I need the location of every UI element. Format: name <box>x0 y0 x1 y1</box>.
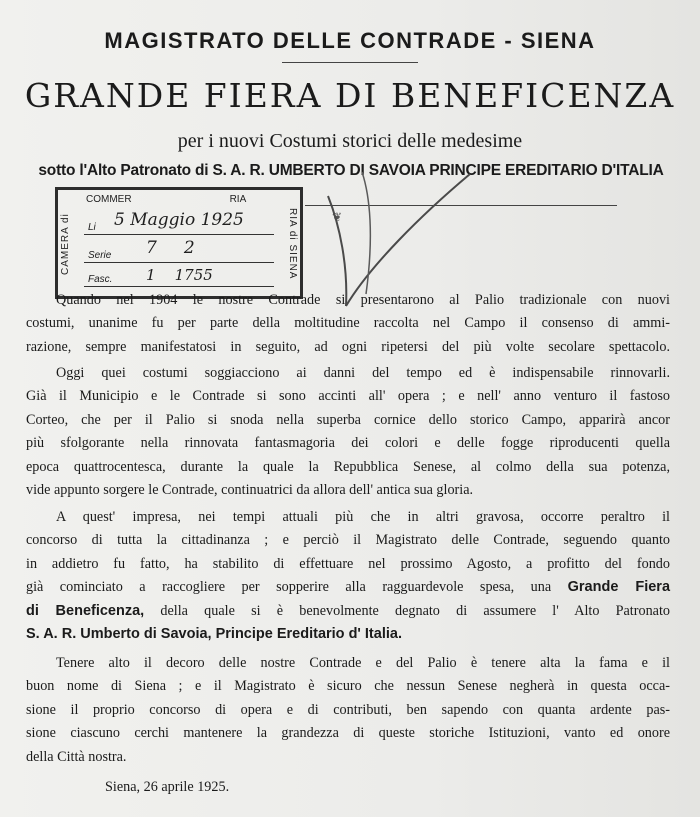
patron-emphasis: S. A. R. Umberto di Savoia, Principe Ereditario d' Italia. <box>26 625 402 642</box>
stamp-series-label: Serie <box>88 250 112 261</box>
text-line: vide appunto sorgere le Contrade, continuatrici da allora dell' antica sua gloria. <box>26 481 474 498</box>
text-line: più sfolgorante nella rinnovata fantasmagoria dei colori e delle fogge riproducenti quella <box>26 435 670 452</box>
stamp-side-right: RIA di SIENA <box>287 208 298 280</box>
text-line: Già il Municipio e le Contrade si sono accinti all' opera ; e nell' anno venturo il fastoso <box>26 388 670 405</box>
text-line <box>26 600 670 623</box>
document-date: Siena, 26 aprile 1925. <box>105 779 230 795</box>
text-line: in addietro fu fatto, ha stabilito di effettuare nel prossimo Agosto, a profitto del fondo <box>26 555 670 572</box>
patronage-line: sotto l'Alto Patronato di S. A. R. UMBERTO DI SAVOIA PRINCIPE EREDITARIO D'ITALIA <box>38 162 664 179</box>
text-fragment: già cominciato a raccogliere per sopperire alla ragguardevole spesa, una <box>26 579 552 596</box>
document-title: GRANDE FIERA DI BENEFICENZA <box>24 76 676 115</box>
document-subtitle: per i nuovi Costumi storici delle medesime <box>177 130 523 152</box>
text-line: Quando nel 1904 le nostre Contrade si presentarono al Palio tradizionale con nuovi <box>56 292 670 308</box>
text-line: costumi, unanime fu per parte della moltitudine raccolta nel Campo il consenso di ammi- <box>26 315 670 332</box>
text-line: Corteo, che per il Palio si snoda nella superba cornice dello storico Campo, apparirà ancor <box>26 411 670 428</box>
stamp-date-label: Li <box>88 222 96 233</box>
text-line: concorso di tutta la cittadinanza ; e perciò il Magistrato delle Contrade, seguendo quanto <box>26 532 670 549</box>
text-fragment: della quale si è benevolmente degnato di assumere l' Alto Patronato <box>160 602 670 619</box>
text-line: sione il proprio concorso di opera e di contributi, ben sapendo con quanta ardente pas- <box>26 701 670 718</box>
paragraph-4 <box>26 652 670 769</box>
text-line <box>26 576 670 599</box>
stamp-top-text <box>86 194 246 205</box>
stamp-side-left: CAMERA di <box>60 213 71 275</box>
stamp-rule-1 <box>84 234 274 235</box>
text-line: buon nome di Siena ; e il Magistrato è sicuro che nessun Senese negherà in questa occa- <box>26 678 670 695</box>
organization-heading: MAGISTRATO DELLE CONTRADE - SIENA <box>104 28 596 53</box>
text-line: A quest' impresa, nei tempi attuali più che in altri gravosa, occorre peraltro il <box>56 509 670 525</box>
stamp-rule-3 <box>84 286 274 287</box>
registry-stamp <box>55 187 303 299</box>
paragraph-1 <box>26 289 670 359</box>
stamp-file-label: Fasc. <box>88 274 113 285</box>
paragraph-2 <box>26 362 670 502</box>
stamp-rule-2 <box>84 262 274 263</box>
stamp-top-right: RIA <box>229 194 247 205</box>
header-rule <box>282 62 418 63</box>
text-line: epoca quattrocentesca, durante la quale la Repubblica Senese, al colmo della sua potenza, <box>26 458 670 475</box>
paragraph-3 <box>26 506 670 646</box>
text-line <box>26 623 670 646</box>
stamp-date-value: 5 Maggio 1925 <box>114 210 244 230</box>
stamp-series-value: 7 2 <box>146 238 195 258</box>
text-line: razione, sempre manifestatosi in seguito, ad ogni ripetersi del più volte secolare spettacolo. <box>26 338 670 355</box>
stamp-file-value: 1 1755 <box>146 266 213 284</box>
text-line: Oggi quei costumi soggiacciono ai danni del tempo ed è indispensabile rinnovarli. <box>56 365 670 381</box>
text-line: sione ciascuno cerchi mantenere la grandezza di queste storiche Istituzioni, vanto ed onore <box>26 725 670 742</box>
patronage-rule <box>305 205 617 206</box>
stamp-top-left: COMMER <box>86 194 132 205</box>
ornament-icon: ❦ <box>332 210 343 224</box>
text-line: Tenere alto il decoro delle nostre Contrade e del Palio è tenere alta la fama e il <box>56 655 670 671</box>
text-line: della Città nostra. <box>26 748 127 765</box>
fair-name-emphasis: di Beneficenza, <box>26 602 145 619</box>
fair-name-emphasis: Grande Fiera <box>567 579 671 596</box>
